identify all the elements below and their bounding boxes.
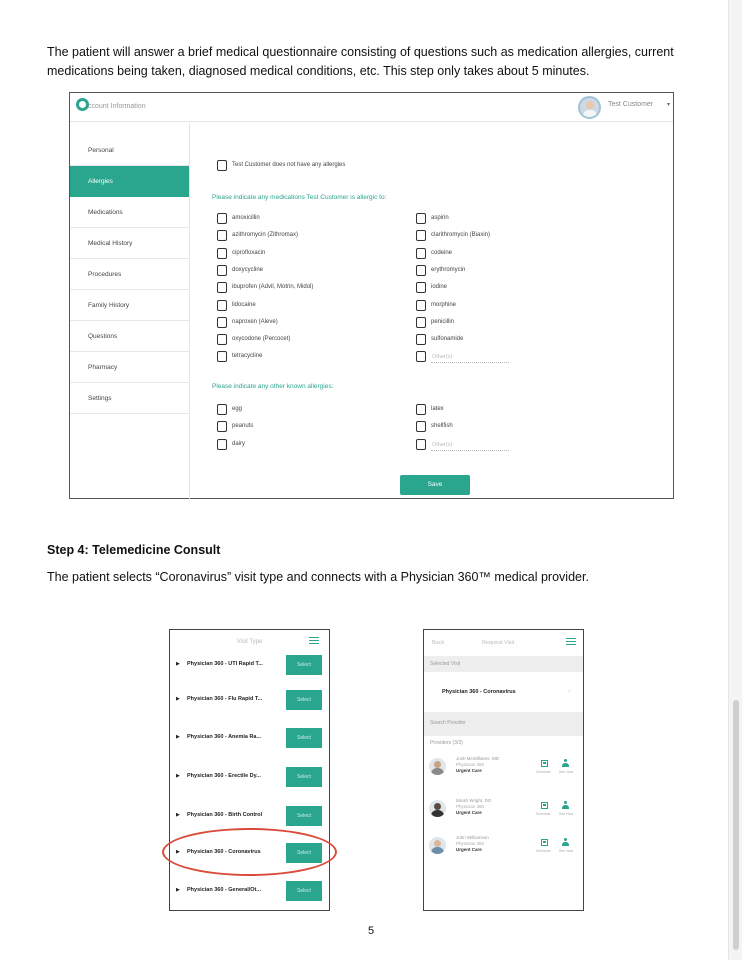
expand-arrow-icon[interactable]: ▶ xyxy=(176,887,180,893)
checkbox[interactable] xyxy=(217,421,227,432)
checkbox[interactable] xyxy=(416,334,426,345)
sidebar-item-medical-history[interactable]: Medical History xyxy=(70,228,189,259)
checkbox[interactable] xyxy=(217,265,227,276)
medications-heading: Please indicate any medications Test Customer is allergic to: xyxy=(212,194,387,201)
sidebar-item-medications[interactable]: Medications xyxy=(70,197,189,228)
menu-icon[interactable] xyxy=(566,638,576,647)
user-name[interactable]: Test Customer xyxy=(608,101,654,108)
sidebar-item-allergies[interactable]: Allergies xyxy=(70,166,189,197)
provider-type: Urgent Care xyxy=(456,768,482,773)
checkbox[interactable] xyxy=(217,248,227,259)
selected-visit-band xyxy=(424,656,583,672)
provider-type: Urgent Care xyxy=(456,810,482,815)
checkbox[interactable] xyxy=(217,300,227,311)
select-button[interactable]: Select xyxy=(286,843,322,863)
see-now-label[interactable]: See Now xyxy=(559,812,574,816)
other-allergy-input[interactable]: Other(s) xyxy=(432,441,453,448)
checkbox[interactable] xyxy=(416,248,426,259)
expand-arrow-icon[interactable]: ▶ xyxy=(176,734,180,740)
select-button[interactable]: Select xyxy=(286,690,322,710)
provider-avatar xyxy=(429,758,446,775)
sidebar-item-questions[interactable]: Questions xyxy=(70,321,189,352)
checkbox[interactable] xyxy=(217,160,227,171)
person-icon[interactable] xyxy=(562,838,569,846)
select-button[interactable]: Select xyxy=(286,881,322,901)
step-description: The patient selects “Coronavirus” visit type and connects with a Physician 360™ medical provider. xyxy=(47,570,589,584)
checkbox[interactable] xyxy=(416,351,426,362)
checkbox[interactable] xyxy=(416,300,426,311)
checkbox-label: aspirin xyxy=(431,215,449,221)
provider-name[interactable]: John Williamson xyxy=(456,835,489,840)
visit-type-row[interactable] xyxy=(170,806,329,826)
select-button[interactable]: Select xyxy=(286,655,322,675)
schedule-label[interactable]: Schedule xyxy=(536,770,551,774)
checkbox-label: dairy xyxy=(232,440,246,447)
chevron-down-icon[interactable]: ▾ xyxy=(667,102,671,108)
visit-type-label: Physician 360 - Coronavirus xyxy=(187,849,261,855)
checkbox-label: morphine xyxy=(431,301,457,308)
checkbox-label: oxycodone (Percocet) xyxy=(232,336,291,343)
sidebar-item-procedures[interactable]: Procedures xyxy=(70,259,189,290)
expand-arrow-icon[interactable]: ▶ xyxy=(176,849,180,855)
back-button[interactable]: Back xyxy=(432,640,445,646)
calendar-icon[interactable] xyxy=(541,839,548,846)
user-avatar[interactable] xyxy=(578,96,601,119)
checkbox-label: sulfonamide xyxy=(431,336,464,343)
visit-type-row[interactable] xyxy=(170,728,329,748)
visit-type-header xyxy=(170,630,329,654)
provider-avatar xyxy=(429,837,446,854)
checkbox[interactable] xyxy=(217,282,227,293)
schedule-label[interactable]: Schedule xyxy=(536,849,551,853)
checkbox-label: Test Customer does not have any allergies xyxy=(232,162,346,168)
sidebar-item-pharmacy[interactable]: Pharmacy xyxy=(70,352,189,383)
schedule-label[interactable]: Schedule xyxy=(536,812,551,816)
checkbox[interactable] xyxy=(416,421,426,432)
sidebar-item-settings[interactable]: Settings xyxy=(70,383,189,414)
checkbox[interactable] xyxy=(217,439,227,450)
checkbox-label: erythromycin xyxy=(431,266,466,273)
provider-type: Urgent Care xyxy=(456,847,482,852)
checkbox[interactable] xyxy=(217,230,227,241)
person-icon[interactable] xyxy=(562,801,569,809)
other-allergies-heading: Please indicate any other known allergies: xyxy=(212,383,334,390)
checkbox[interactable] xyxy=(416,282,426,293)
see-now-label[interactable]: See Now xyxy=(559,849,574,853)
calendar-icon[interactable] xyxy=(541,802,548,809)
checkbox-label: shellfish xyxy=(431,423,453,430)
account-info-screenshot xyxy=(69,92,674,499)
selected-visit-value[interactable]: Physician 360 - Coronavirus xyxy=(442,689,516,695)
expand-arrow-icon[interactable]: ▶ xyxy=(176,773,180,779)
see-now-label[interactable]: See Now xyxy=(559,770,574,774)
account-header xyxy=(70,93,673,122)
save-button[interactable]: Save xyxy=(400,475,470,495)
visit-type-label: Physician 360 - Birth Control xyxy=(187,812,263,818)
menu-icon[interactable] xyxy=(309,637,319,646)
checkbox-label: ibuprofen (Advil, Motrin, Midol) xyxy=(232,284,314,291)
checkbox-label: latex xyxy=(431,406,444,412)
checkbox-label: lidocaine xyxy=(232,301,256,308)
visit-type-label: Physician 360 - UTI Rapid T... xyxy=(187,661,263,667)
other-allergy-line xyxy=(431,450,509,451)
search-provider-band xyxy=(424,712,583,736)
checkbox[interactable] xyxy=(416,404,426,415)
checkbox[interactable] xyxy=(217,351,227,362)
checkbox-label: naproxen (Aleve) xyxy=(232,318,278,325)
person-icon[interactable] xyxy=(562,759,569,767)
checkbox[interactable] xyxy=(416,213,426,224)
vertical-scrollbar[interactable] xyxy=(728,0,742,960)
checkbox[interactable] xyxy=(416,439,426,450)
highlight-circle xyxy=(162,828,337,876)
checkbox-label: amoxicillin xyxy=(232,215,260,221)
account-header-title: ccount Information xyxy=(88,103,146,110)
provider-avatar xyxy=(429,800,446,817)
scrollbar-thumb[interactable] xyxy=(733,700,739,950)
expand-arrow-icon[interactable]: ▶ xyxy=(176,696,180,702)
checkbox-label: doxycycline xyxy=(232,266,264,273)
checkbox[interactable] xyxy=(217,334,227,345)
chevron-right-icon[interactable]: › xyxy=(568,688,571,695)
visit-type-row[interactable] xyxy=(170,690,329,710)
provider-org: Physician 360 xyxy=(456,762,485,767)
checkbox[interactable] xyxy=(217,317,227,328)
checkbox-label: tetracycline xyxy=(232,353,263,360)
checkbox-label: azithromycin (Zithromax) xyxy=(232,232,299,239)
step-title: Step 4: Telemedicine Consult xyxy=(47,543,221,557)
checkbox-label: egg xyxy=(232,406,243,412)
expand-arrow-icon[interactable]: ▶ xyxy=(176,661,180,667)
visit-type-label: Physician 360 - Erectile Dy... xyxy=(187,773,261,779)
provider-org: Physician 360 xyxy=(456,841,485,846)
search-provider-input[interactable]: Search Provider xyxy=(430,720,466,726)
checkbox[interactable] xyxy=(416,317,426,328)
checkbox-label: iodine xyxy=(431,284,448,291)
checkbox-label: penicillin xyxy=(431,318,455,325)
visit-type-title: Visit Type xyxy=(236,639,263,645)
visit-type-row[interactable] xyxy=(170,881,329,901)
select-button[interactable]: Select xyxy=(286,806,322,826)
other-medication-line xyxy=(431,362,509,363)
sidebar-divider xyxy=(189,123,190,499)
visit-type-label: Physician 360 - Flu Rapid T... xyxy=(187,696,263,702)
sidebar-item-personal[interactable]: Personal xyxy=(70,135,189,166)
request-visit-screenshot xyxy=(423,629,584,911)
visit-type-row[interactable] xyxy=(170,767,329,787)
checkbox-label: clarithromycin (Biaxin) xyxy=(431,232,491,239)
provider-org: Physician 360 xyxy=(456,804,485,809)
visit-type-label: Physician 360 - Anemia Ra... xyxy=(187,734,262,740)
request-visit-title: Request Visit xyxy=(482,640,515,646)
checkbox-label: ciprofloxacin xyxy=(232,249,266,256)
expand-arrow-icon[interactable]: ▶ xyxy=(176,812,180,818)
account-sidebar xyxy=(70,135,189,414)
provider-name[interactable]: Micah Wright, DO xyxy=(456,798,492,803)
select-button[interactable]: Select xyxy=(286,767,322,787)
sidebar-item-family-history[interactable]: Family History xyxy=(70,290,189,321)
checkbox-label: peanuts xyxy=(232,423,254,430)
visit-type-row[interactable] xyxy=(170,655,329,675)
checkbox[interactable] xyxy=(416,265,426,276)
page-number: 5 xyxy=(367,925,375,937)
selected-visit-label: Selected Visit xyxy=(430,661,461,667)
providers-count: Providers (3/3) xyxy=(430,740,463,746)
provider-name[interactable]: Josh McWilliams, MD xyxy=(456,756,500,761)
intro-paragraph: The patient will answer a brief medical questionnaire consisting of questions such as medication allergies, current medications being taken, diagnosed medical conditions, etc. This step only takes about 5 minutes. xyxy=(47,45,674,78)
visit-type-label: Physician 360 - General/Ot... xyxy=(187,887,261,893)
other-medication-input[interactable]: Other(s) xyxy=(432,354,453,361)
calendar-icon[interactable] xyxy=(541,760,548,767)
checkbox[interactable] xyxy=(217,213,227,224)
checkbox-label: codeine xyxy=(431,249,453,256)
checkbox[interactable] xyxy=(217,404,227,415)
checkbox[interactable] xyxy=(416,230,426,241)
select-button[interactable]: Select xyxy=(286,728,322,748)
